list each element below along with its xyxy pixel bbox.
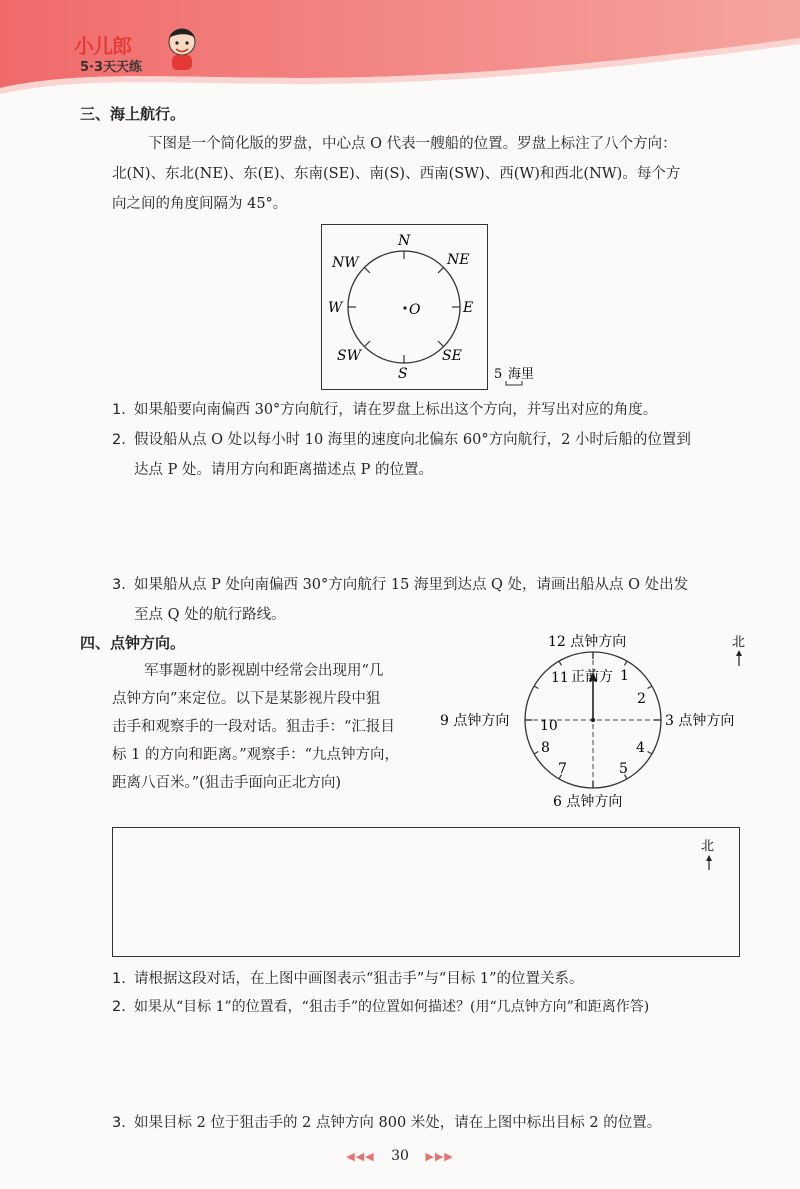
- clock-left-label: 9 点钟方向: [440, 713, 510, 729]
- s3-q2-line1: 假设船从点 O 处以每小时 10 海里的速度向北偏东 60°方向航行，2 小时后船的位置到: [134, 432, 691, 448]
- drawing-box[interactable]: [112, 827, 740, 957]
- clock-num-1: 1: [620, 668, 629, 684]
- s4-q2-num: 2.: [112, 999, 126, 1015]
- s3-q2-num: 2.: [112, 432, 126, 448]
- clock-diagram: [440, 628, 760, 813]
- page-footer: [0, 1148, 800, 1164]
- compass-diagram: [321, 224, 541, 394]
- section3-intro-line3: 向之间的角度间隔为 45°。: [112, 196, 288, 212]
- page-number: 30: [391, 1148, 409, 1164]
- prev-arrows-icon: ◀◀◀: [346, 1150, 375, 1163]
- label-se: SE: [442, 348, 462, 364]
- clock-bottom-label: 6 点钟方向: [553, 794, 623, 810]
- label-nw: NW: [332, 255, 359, 271]
- clock-front-label: 正前方: [571, 669, 613, 685]
- s4-para-line4: 标 1 的方向和距离。”观察手：“九点钟方向，: [112, 747, 400, 763]
- s4-q1-num: 1.: [112, 971, 126, 987]
- clock-num-4: 4: [636, 740, 645, 756]
- s4-q2-text: 如果从“目标 1”的位置看，“狙击手”的位置如何描述？(用“几点钟方向”和距离作答): [134, 999, 650, 1015]
- clock-num-5: 5: [619, 761, 628, 777]
- mascot-icon: [162, 24, 202, 74]
- s3-q1-num: 1.: [112, 402, 126, 418]
- s4-para-line5: 距离八百米。”(狙击手面向正北方向): [112, 775, 341, 791]
- label-ne: NE: [447, 252, 470, 268]
- s3-q3-line1: 如果船从点 P 处向南偏西 30°方向航行 15 海里到达点 Q 处，请画出船从点 O 处出发: [134, 577, 689, 593]
- series-name: 5·3天天练: [80, 60, 143, 75]
- clock-num-8: 8: [541, 740, 550, 756]
- clock-num-11: 11: [551, 670, 569, 686]
- box-north-indicator: [695, 836, 725, 876]
- s3-q3-num: 3.: [112, 577, 126, 593]
- s4-q1-text: 请根据这段对话，在上图中画图表示“狙击手”与“目标 1”的位置关系。: [134, 971, 584, 987]
- clock-num-7: 7: [558, 761, 567, 777]
- scale-unit: 海里: [508, 367, 535, 382]
- s4-para-line2: 点钟方向”来定位。以下是某影视片段中狙: [112, 691, 381, 707]
- label-sw: SW: [337, 348, 361, 364]
- box-north-label: 北: [701, 839, 715, 854]
- clock-right-label: 3 点钟方向: [665, 713, 735, 729]
- label-s: S: [398, 366, 408, 382]
- s3-q1-text: 如果船要向南偏西 30°方向航行，请在罗盘上标出这个方向，并写出对应的角度。: [134, 402, 658, 418]
- section3-intro-line1: 下图是一个简化版的罗盘，中心点 O 代表一艘船的位置。罗盘上标注了八个方向：: [148, 136, 677, 152]
- center-label: O: [409, 302, 421, 318]
- s4-para-line1: 军事题材的影视剧中经常会出现用“几: [144, 663, 384, 679]
- label-e: E: [463, 300, 474, 316]
- s4-q3-text: 如果目标 2 位于狙击手的 2 点钟方向 800 米处，请在上图中标出目标 2 的位置。: [134, 1115, 662, 1131]
- s3-q3-line2: 至点 Q 处的航行路线。: [134, 607, 286, 623]
- label-n: N: [398, 233, 411, 249]
- brand-name: 小儿郎: [74, 34, 131, 58]
- clock-num-10: 10: [540, 718, 558, 734]
- section3-title: 三、海上航行。: [80, 105, 186, 123]
- label-w: W: [328, 300, 343, 316]
- s3-q2-line2: 达点 P 处。请用方向和距离描述点 P 的位置。: [134, 462, 433, 478]
- next-arrows-icon: ▶▶▶: [425, 1150, 454, 1163]
- section3-intro-line2: 北(N)、东北(NE)、东(E)、东南(SE)、南(S)、西南(SW)、西(W)和西北(NW)。每个方: [112, 166, 681, 182]
- center-point: [403, 306, 406, 309]
- s4-q3-num: 3.: [112, 1115, 126, 1131]
- s4-para-line3: 击手和观察手的一段对话。狙击手：“汇报目: [112, 719, 395, 735]
- north-label: 北: [732, 635, 746, 650]
- section4-title: 四、点钟方向。: [80, 634, 186, 652]
- scale-value: 5: [494, 367, 503, 382]
- clock-num-2: 2: [637, 691, 646, 707]
- clock-top-label: 12 点钟方向: [548, 634, 627, 650]
